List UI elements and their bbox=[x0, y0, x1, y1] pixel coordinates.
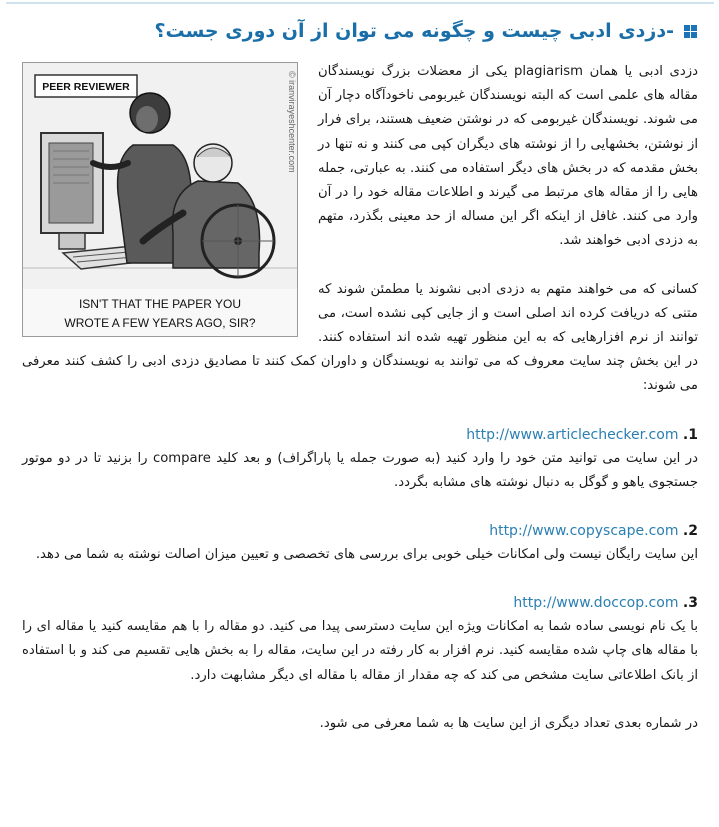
intro-paragraph: دزدی ادبی یا همان plagiarism یکی از معضلات بزرگ نویسندگان مقاله های علمی است که البته نویسندگان غیربومی ناخودآگاه دچار آن می شوند. نویسندگان غیربومی که در نوشتن ضعیف هستند، برای فرار از نوشتن، بخشهایی را از نوشته های دیگران کپی می کنند و نه تنها در بخش مقدمه که در بخش های دیگر استفاده می کنند. به عبارتی، جمله هایی را از مقاله های مرتبط می گیرند و اطلاعات مقاله خود را در آن وارد می کنند. غافل از اینکه اگر این مساله از حد معینی بگذرد، متهم به دزدی ادبی خواهند شد. bbox=[318, 64, 698, 249]
article-title-row bbox=[27, 16, 697, 46]
closing-paragraph: در شماره بعدی تعداد دیگری از این سایت ها به شما معرفی می شود. bbox=[319, 715, 698, 731]
item-2-link[interactable]: http://www.copyscape.com bbox=[489, 523, 679, 540]
item-2-number: 2. bbox=[682, 523, 698, 540]
item-1-number: 1. bbox=[682, 426, 698, 443]
item-3-number: 3. bbox=[682, 595, 698, 612]
item-2-text: این سایت رایگان نیست ولی امکانات خیلی خوبی برای بررسی های تخصصی و تعیین میزان اصالت نوشته به شما می دهد. bbox=[35, 547, 698, 563]
item-1-link[interactable]: http://www.articlechecker.com bbox=[466, 426, 679, 443]
item-3-heading bbox=[22, 591, 698, 615]
item-1-heading bbox=[22, 423, 698, 447]
sign-text: PEER REVIEWER bbox=[42, 81, 130, 93]
top-divider bbox=[6, 2, 714, 4]
grid-bullet-icon bbox=[684, 25, 697, 38]
caption-line-2: WROTE A FEW YEARS AGO, SIR? bbox=[64, 316, 256, 330]
item-3-text: با یک نام نویسی ساده شما به امکانات ویژه این سایت دسترسی پیدا می کنید. دو مقاله را با هم مقایسه کنید یا مقاله ای را با مقاله های چاپ شده مقایسه کنید. نرم افزار به کار رفته در این سایت، مقاله را به بخش هایی تقسیم می کند و با استفاده از بانک اطلاعاتی سایت مشخص می کند که چه مقدار از مقاله با مقاله ای دیگر مشابهت دارد. bbox=[22, 619, 698, 683]
caption-line-1: ISN'T THAT THE PAPER YOU bbox=[78, 297, 242, 311]
item-3-link[interactable]: http://www.doccop.com bbox=[513, 595, 679, 612]
old-man-figure bbox=[173, 181, 260, 268]
cartoon-credit: © iranvirayeshcenter.com bbox=[287, 71, 297, 173]
item-1-text: در این سایت می توانید متن خود را وارد کنید (به صورت جمله یا پاراگراف) و بعد کلید compare را بزنید تا در دو موتور جستجوی یاهو و گوگل به دنبال نوشته های مشابه بگردد. bbox=[22, 450, 698, 490]
article-body bbox=[22, 60, 698, 736]
peer-reviewer-cartoon bbox=[22, 62, 298, 337]
article-title: -دزدی ادبی چیست و چگونه می توان از آن دوری جست؟ bbox=[154, 20, 674, 42]
item-2-heading bbox=[22, 519, 698, 543]
second-paragraph: کسانی که می خواهند متهم به دزدی ادبی نشوند یا مطمئن شوند که متنی که دریافت کرده اند اصلی است و از جایی کپی نشده است، می توانند از نرم افزارهایی که به این منظور تهیه شده اند استفاده کنند. در این بخش چند سایت معروف که می توانند به نویسندگان و داوران کمک کنند تا مصادیق دزدی ادبی را کشف کنند معرفی می شوند: bbox=[22, 281, 698, 394]
